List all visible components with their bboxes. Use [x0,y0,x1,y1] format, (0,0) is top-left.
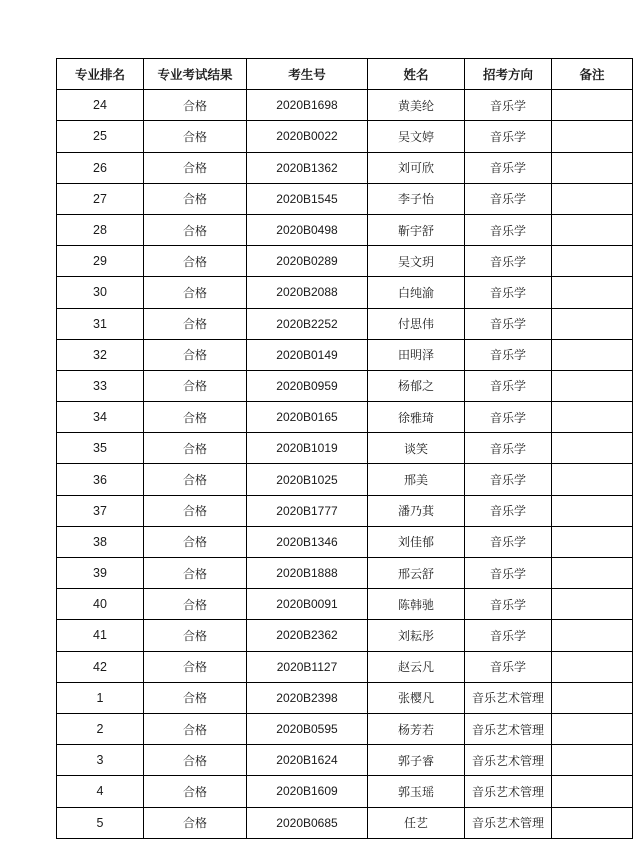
name-cell: 杨郁之 [368,370,465,401]
name-cell: 潘乃萁 [368,495,465,526]
exam-result-cell: 合格 [144,589,247,620]
table-row [57,526,633,557]
candidate-number-cell: 2020B2362 [247,620,368,651]
header-row [57,59,633,90]
name-cell: 陈韩驰 [368,589,465,620]
rank-cell: 37 [57,495,144,526]
header-remarks: 备注 [552,59,633,90]
rank-cell: 39 [57,558,144,589]
remarks-cell [552,121,633,152]
table-row [57,277,633,308]
major-direction-cell: 音乐学 [465,152,552,183]
exam-result-cell: 合格 [144,651,247,682]
rank-cell: 29 [57,246,144,277]
remarks-cell [552,807,633,838]
major-direction-cell: 音乐艺术管理 [465,807,552,838]
table-row [57,745,633,776]
table-row [57,402,633,433]
major-direction-cell: 音乐学 [465,433,552,464]
candidate-number-cell: 2020B1025 [247,464,368,495]
candidate-number-cell: 2020B0498 [247,214,368,245]
table-row [57,651,633,682]
table-row [57,620,633,651]
exam-result-cell: 合格 [144,433,247,464]
name-cell: 靳宇舒 [368,214,465,245]
candidate-number-cell: 2020B1888 [247,558,368,589]
major-direction-cell: 音乐学 [465,558,552,589]
rank-cell: 24 [57,90,144,121]
remarks-cell [552,651,633,682]
table-row [57,308,633,339]
table-row [57,558,633,589]
exam-result-cell: 合格 [144,246,247,277]
exam-result-cell: 合格 [144,402,247,433]
candidate-number-cell: 2020B1346 [247,526,368,557]
rank-cell: 32 [57,339,144,370]
exam-result-cell: 合格 [144,682,247,713]
candidate-number-cell: 2020B0091 [247,589,368,620]
remarks-cell [552,370,633,401]
major-direction-cell: 音乐学 [465,277,552,308]
exam-result-cell: 合格 [144,713,247,744]
remarks-cell [552,745,633,776]
candidate-number-cell: 2020B0685 [247,807,368,838]
table-row [57,339,633,370]
major-direction-cell: 音乐艺术管理 [465,745,552,776]
major-direction-cell: 音乐艺术管理 [465,776,552,807]
rank-cell: 36 [57,464,144,495]
major-direction-cell: 音乐学 [465,620,552,651]
exam-results-table [56,58,633,839]
major-direction-cell: 音乐学 [465,589,552,620]
name-cell: 郭子睿 [368,745,465,776]
remarks-cell [552,308,633,339]
exam-result-cell: 合格 [144,807,247,838]
rank-cell: 27 [57,183,144,214]
remarks-cell [552,589,633,620]
name-cell: 黄美纶 [368,90,465,121]
remarks-cell [552,246,633,277]
rank-cell: 40 [57,589,144,620]
rank-cell: 25 [57,121,144,152]
candidate-number-cell: 2020B0289 [247,246,368,277]
candidate-number-cell: 2020B1624 [247,745,368,776]
remarks-cell [552,526,633,557]
exam-result-cell: 合格 [144,121,247,152]
table-row [57,776,633,807]
remarks-cell [552,402,633,433]
candidate-number-cell: 2020B1609 [247,776,368,807]
exam-result-cell: 合格 [144,464,247,495]
major-direction-cell: 音乐学 [465,651,552,682]
name-cell: 李子怡 [368,183,465,214]
header-major-direction: 招考方向 [465,59,552,90]
rank-cell: 26 [57,152,144,183]
table-row [57,433,633,464]
major-direction-cell: 音乐学 [465,90,552,121]
name-cell: 徐雅琦 [368,402,465,433]
remarks-cell [552,682,633,713]
name-cell: 刘佳郁 [368,526,465,557]
exam-result-cell: 合格 [144,90,247,121]
candidate-number-cell: 2020B1127 [247,651,368,682]
major-direction-cell: 音乐艺术管理 [465,713,552,744]
header-exam-result: 专业考试结果 [144,59,247,90]
remarks-cell [552,152,633,183]
candidate-number-cell: 2020B2088 [247,277,368,308]
candidate-number-cell: 2020B1019 [247,433,368,464]
candidate-number-cell: 2020B0022 [247,121,368,152]
candidate-number-cell: 2020B2398 [247,682,368,713]
candidate-number-cell: 2020B0959 [247,370,368,401]
exam-result-cell: 合格 [144,339,247,370]
exam-result-cell: 合格 [144,152,247,183]
name-cell: 杨芳若 [368,713,465,744]
name-cell: 刘可欣 [368,152,465,183]
major-direction-cell: 音乐艺术管理 [465,682,552,713]
name-cell: 张樱凡 [368,682,465,713]
header-rank: 专业排名 [57,59,144,90]
major-direction-cell: 音乐学 [465,526,552,557]
header-candidate-number: 考生号 [247,59,368,90]
major-direction-cell: 音乐学 [465,183,552,214]
name-cell: 白纯渝 [368,277,465,308]
rank-cell: 41 [57,620,144,651]
table-row [57,90,633,121]
remarks-cell [552,277,633,308]
candidate-number-cell: 2020B0595 [247,713,368,744]
name-cell: 付思伟 [368,308,465,339]
remarks-cell [552,214,633,245]
table-row [57,495,633,526]
remarks-cell [552,464,633,495]
name-cell: 田明泽 [368,339,465,370]
name-cell: 邢云舒 [368,558,465,589]
name-cell: 刘耘彤 [368,620,465,651]
exam-result-cell: 合格 [144,370,247,401]
name-cell: 邢美 [368,464,465,495]
rank-cell: 1 [57,682,144,713]
name-cell: 谈笑 [368,433,465,464]
name-cell: 郭玉瑶 [368,776,465,807]
major-direction-cell: 音乐学 [465,246,552,277]
results-document [56,58,633,839]
candidate-number-cell: 2020B0149 [247,339,368,370]
remarks-cell [552,90,633,121]
major-direction-cell: 音乐学 [465,464,552,495]
rank-cell: 31 [57,308,144,339]
remarks-cell [552,495,633,526]
header-name: 姓名 [368,59,465,90]
name-cell: 赵云凡 [368,651,465,682]
rank-cell: 3 [57,745,144,776]
exam-result-cell: 合格 [144,495,247,526]
rank-cell: 35 [57,433,144,464]
candidate-number-cell: 2020B0165 [247,402,368,433]
table-row [57,246,633,277]
exam-result-cell: 合格 [144,183,247,214]
remarks-cell [552,433,633,464]
candidate-number-cell: 2020B1698 [247,90,368,121]
name-cell: 任艺 [368,807,465,838]
major-direction-cell: 音乐学 [465,370,552,401]
rank-cell: 38 [57,526,144,557]
exam-result-cell: 合格 [144,526,247,557]
exam-result-cell: 合格 [144,745,247,776]
table-row [57,589,633,620]
major-direction-cell: 音乐学 [465,214,552,245]
remarks-cell [552,620,633,651]
candidate-number-cell: 2020B2252 [247,308,368,339]
table-row [57,214,633,245]
table-row [57,183,633,214]
exam-result-cell: 合格 [144,776,247,807]
table-row [57,152,633,183]
remarks-cell [552,713,633,744]
rank-cell: 4 [57,776,144,807]
exam-result-cell: 合格 [144,277,247,308]
candidate-number-cell: 2020B1777 [247,495,368,526]
table-row [57,713,633,744]
exam-result-cell: 合格 [144,620,247,651]
major-direction-cell: 音乐学 [465,308,552,339]
exam-result-cell: 合格 [144,214,247,245]
remarks-cell [552,339,633,370]
major-direction-cell: 音乐学 [465,121,552,152]
rank-cell: 5 [57,807,144,838]
candidate-number-cell: 2020B1545 [247,183,368,214]
table-row [57,682,633,713]
remarks-cell [552,776,633,807]
rank-cell: 30 [57,277,144,308]
major-direction-cell: 音乐学 [465,402,552,433]
table-row [57,807,633,838]
table-row [57,121,633,152]
table-row [57,464,633,495]
major-direction-cell: 音乐学 [465,495,552,526]
table-row [57,370,633,401]
major-direction-cell: 音乐学 [465,339,552,370]
rank-cell: 33 [57,370,144,401]
rank-cell: 28 [57,214,144,245]
rank-cell: 42 [57,651,144,682]
remarks-cell [552,558,633,589]
exam-result-cell: 合格 [144,558,247,589]
name-cell: 吴文玥 [368,246,465,277]
remarks-cell [552,183,633,214]
rank-cell: 34 [57,402,144,433]
rank-cell: 2 [57,713,144,744]
exam-result-cell: 合格 [144,308,247,339]
candidate-number-cell: 2020B1362 [247,152,368,183]
name-cell: 吴文婷 [368,121,465,152]
